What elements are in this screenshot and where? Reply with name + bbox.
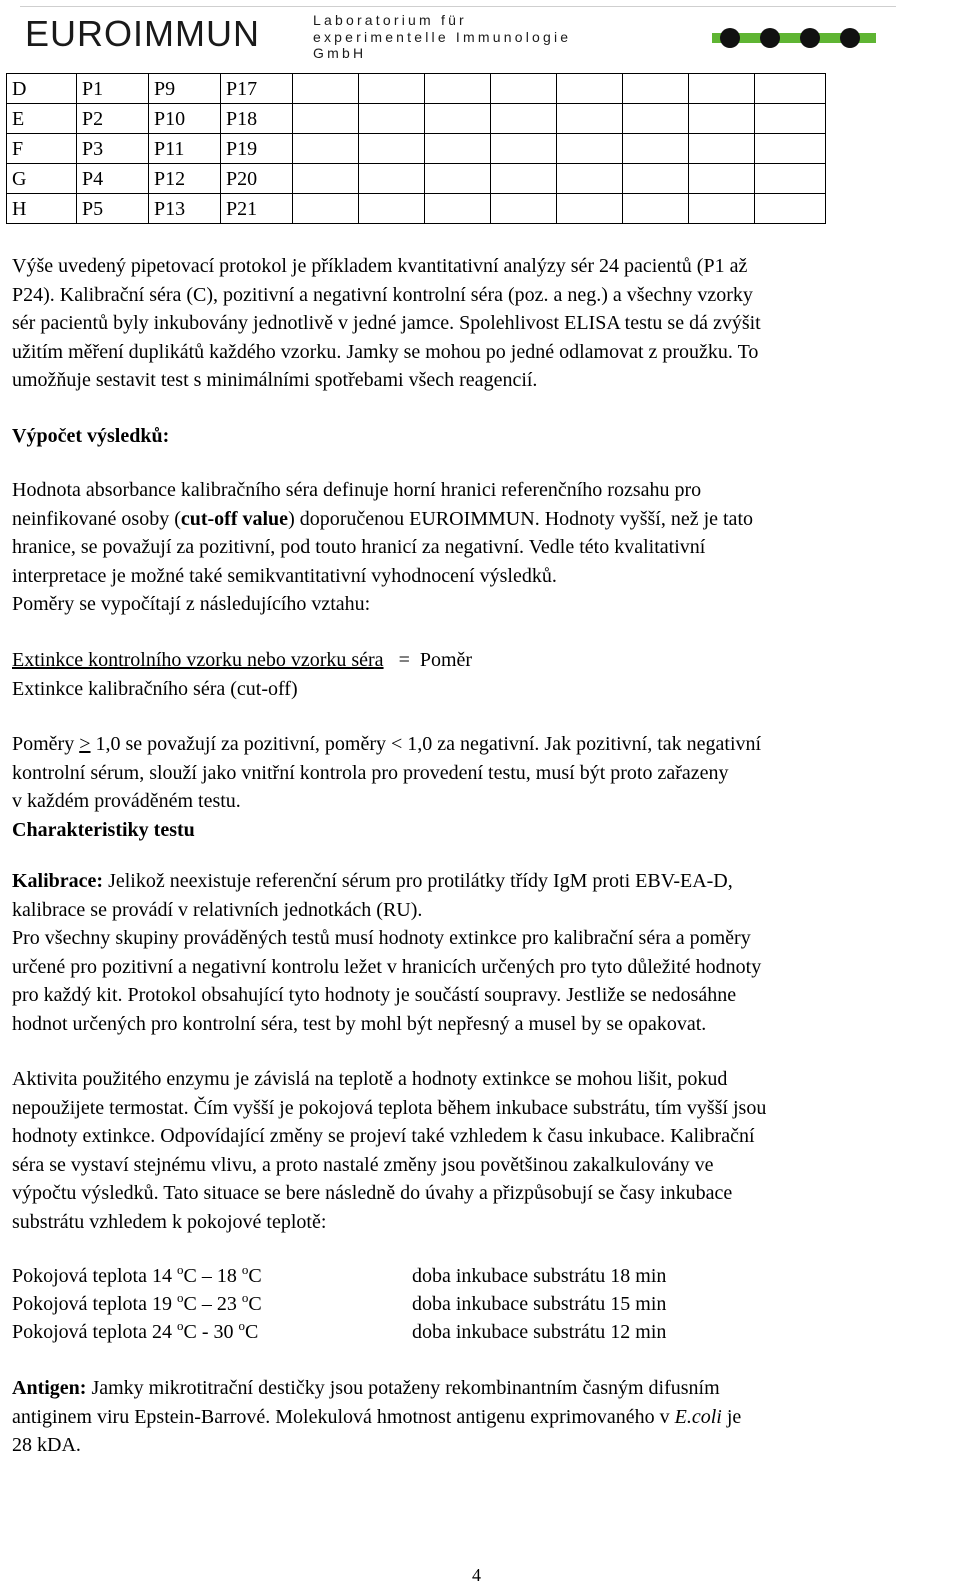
- formula-numerator: Extinkce kontrolního vzorku nebo vzorku séra: [12, 649, 384, 671]
- plate-cell-empty: [755, 194, 826, 224]
- ratio-paragraph: [12, 730, 952, 844]
- plate-cell-empty: [359, 74, 425, 104]
- plate-cell-empty: [689, 104, 755, 134]
- text-line: pro každý kit. Protokol obsahující tyto hodnoty je součástí soupravy. Jestliže se nedosáhne: [12, 984, 737, 1006]
- euroimmun-logo: EUROIMMUN: [25, 13, 260, 54]
- plate-cell-empty: [623, 74, 689, 104]
- plate-cell-empty: [425, 134, 491, 164]
- plate-cell-empty: [359, 194, 425, 224]
- characteristics-heading: Charakteristiky testu: [12, 818, 195, 841]
- brand-dots-logo: [712, 27, 876, 49]
- text-line: umožňuje sestavit test s minimálními spotřebami všech reagencií.: [12, 369, 538, 391]
- plate-cell-empty: [491, 194, 557, 224]
- plate-cell-empty: [557, 164, 623, 194]
- incubation-time: doba inkubace substrátu 12 min: [412, 1321, 667, 1343]
- formula-denominator: Extinkce kalibračního séra (cut-off): [12, 677, 298, 700]
- plate-cell: P19: [221, 134, 293, 164]
- text-line: užitím měření duplikátů každého vzorku. Jamky se mohou po jedné odlamovat z proužku. To: [12, 340, 759, 363]
- plate-row: [7, 194, 826, 224]
- plate-cell-empty: [293, 74, 359, 104]
- plate-cell-empty: [491, 104, 557, 134]
- temp-end: C: [248, 1293, 262, 1315]
- intro-paragraph: [12, 252, 952, 395]
- degree-sign: o: [176, 1262, 184, 1277]
- text-line: kontrolní sérum, slouží jako vnitřní kontrola pro provedení testu, musí být proto zařazeny: [12, 761, 729, 784]
- plate-cell-empty: [689, 194, 755, 224]
- calc-paragraph: [12, 476, 952, 619]
- plate-cell: P13: [149, 194, 221, 224]
- text-line: séra se vystaví stejnému vlivu, a proto nastalé změny jsou povětšinou zakalkulovány ve: [12, 1153, 714, 1176]
- plate-cell: H: [7, 194, 77, 224]
- pipetting-plate-table: [6, 73, 826, 224]
- text-span: neinfikované osoby (: [12, 507, 181, 530]
- plate-cell: P20: [221, 164, 293, 194]
- text-span: Jamky mikrotitrační destičky jsou potaženy rekombinantním časným difusním: [86, 1377, 720, 1399]
- temp-mid: C – 23: [183, 1293, 242, 1315]
- plate-cell-empty: [557, 74, 623, 104]
- temp-end: C: [244, 1321, 259, 1343]
- text-line: kalibrace se provádí v relativních jednotkách (RU).: [12, 898, 423, 921]
- plate-cell-empty: [755, 164, 826, 194]
- plate-cell-empty: [689, 74, 755, 104]
- text-line: P24). Kalibrační séra (C), pozitivní a negativní kontrolní séra (poz. a neg.) a všechny vzorky: [12, 283, 753, 306]
- temp-mid: C - 30: [183, 1321, 239, 1343]
- text-line: [12, 730, 952, 759]
- plate-cell-empty: [689, 164, 755, 194]
- plate-cell: P17: [221, 74, 293, 104]
- plate-cell: P21: [221, 194, 293, 224]
- temp-prefix: Pokojová teplota 19: [12, 1293, 177, 1315]
- plate-row: [7, 74, 826, 104]
- plate-cell-empty: [557, 194, 623, 224]
- text-line: v každém prováděném testu.: [12, 790, 241, 812]
- text-line: substrátu vzhledem k pokojové teplotě:: [12, 1210, 327, 1233]
- text-span: Poměry: [12, 733, 80, 755]
- text-line: Poměry se vypočítají z následujícího vztahu:: [12, 593, 371, 615]
- calibration-paragraph: [12, 867, 952, 1038]
- formula-equals: =: [398, 649, 410, 671]
- plate-cell-empty: [293, 104, 359, 134]
- plate-cell: P5: [77, 194, 149, 224]
- plate-cell: P1: [77, 74, 149, 104]
- cut-off-term: cut-off value: [180, 507, 289, 530]
- lab-name: [313, 12, 571, 62]
- plate-row: [7, 104, 826, 134]
- text-line: hodnoty extinkce. Odpovídající změny se projeví také vzhledem k času inkubace. Kalibrační: [12, 1125, 755, 1147]
- plate-cell-empty: [623, 194, 689, 224]
- plate-cell: P12: [149, 164, 221, 194]
- plate-cell-empty: [425, 74, 491, 104]
- text-line: [12, 1374, 952, 1403]
- text-line: určené pro pozitivní a negativní kontrolu ležet v hranicích určených pro tyto důležité hodnoty: [12, 955, 762, 978]
- plate-cell: E: [7, 104, 77, 134]
- text-span: 1,0 se považují za pozitivní, poměry < 1,0 za negativní. Jak pozitivní, tak negativní: [90, 733, 762, 755]
- plate-cell-empty: [359, 164, 425, 194]
- text-line: [12, 867, 952, 896]
- text-line: [12, 1403, 952, 1432]
- text-line: Pro všechny skupiny prováděných testů musí hodnoty extinkce pro kalibrační séra a poměry: [12, 927, 751, 949]
- text-span: antiginem viru Epstein-Barrové. Molekulová hmotnost antigenu exprimovaného v: [12, 1405, 675, 1428]
- plate-cell-empty: [425, 104, 491, 134]
- ecoli-term: E.coli: [674, 1405, 722, 1428]
- text-line: hodnot určených pro kontrolní séra, test by mohl být nepřesný a musel by se opakovat.: [12, 1012, 707, 1035]
- text-line: Hodnota absorbance kalibračního séra definuje horní hranici referenčního rozsahu pro: [12, 479, 702, 501]
- antigen-label: Antigen:: [12, 1377, 87, 1399]
- plate-row: [7, 134, 826, 164]
- plate-cell: P9: [149, 74, 221, 104]
- formula-result: Poměr: [419, 649, 473, 671]
- plate-cell-empty: [491, 164, 557, 194]
- plate-cell-empty: [425, 194, 491, 224]
- text-line: sér pacientů byly inkubovány jednotlivě v jedné jamce. Spolehlivost ELISA testu se dá zvýšit: [12, 312, 761, 334]
- lab-name-line: Laboratorium für: [313, 12, 467, 28]
- plate-cell-empty: [557, 134, 623, 164]
- temp-prefix: Pokojová teplota 14: [12, 1265, 177, 1287]
- brand-dot: [720, 28, 740, 48]
- plate-cell-empty: [755, 134, 826, 164]
- text-line: výpočtu výsledků. Tato situace se bere následně do úvahy a přizpůsobují se časy inkubace: [12, 1182, 733, 1204]
- text-span: ) doporučenou EUROIMMUN. Hodnoty vyšší, než je tato: [288, 507, 753, 530]
- temperature-row: [12, 1290, 667, 1319]
- degree-sign: o: [241, 1290, 249, 1305]
- text-line: Aktivita použitého enzymu je závislá na teplotě a hodnoty extinkce se mohou lišit, pokud: [12, 1068, 728, 1090]
- text-line: interpretace je možné také semikvantitativní vyhodnocení výsledků.: [12, 564, 557, 587]
- plate-row: [7, 164, 826, 194]
- plate-cell: P18: [221, 104, 293, 134]
- page-header: [0, 0, 960, 62]
- text-line: nepoužijete termostat. Čím vyšší je pokojová teplota během inkubace substrátu, tím vyšší jsou: [12, 1096, 767, 1119]
- plate-cell-empty: [491, 134, 557, 164]
- brand-dot: [840, 28, 860, 48]
- plate-cell-empty: [755, 74, 826, 104]
- temperature-row: [12, 1262, 667, 1291]
- text-span: je: [721, 1405, 742, 1428]
- plate-cell-empty: [557, 104, 623, 134]
- calibration-label: Kalibrace:: [12, 870, 104, 892]
- plate-cell: F: [7, 134, 77, 164]
- degree-sign: o: [176, 1318, 184, 1333]
- enzyme-paragraph: [12, 1065, 952, 1236]
- plate-cell-empty: [755, 104, 826, 134]
- ge-symbol: >: [79, 733, 91, 755]
- temp-end: C: [248, 1265, 262, 1287]
- temperature-row: [12, 1318, 667, 1347]
- plate-cell-empty: [689, 134, 755, 164]
- plate-cell: P2: [77, 104, 149, 134]
- page-number: 4: [472, 1565, 481, 1585]
- plate-cell-empty: [359, 134, 425, 164]
- text-line: hranice, se považují za pozitivní, pod touto hranicí za negativní. Vedle této kvalitativní: [12, 536, 706, 558]
- degree-sign: o: [238, 1318, 245, 1333]
- brand-dot: [760, 28, 780, 48]
- plate-cell: P11: [149, 134, 221, 164]
- plate-cell-empty: [359, 104, 425, 134]
- text-line: Výše uvedený pipetovací protokol je příkladem kvantitativní analýzy sér 24 pacientů (P1 až: [12, 255, 748, 277]
- degree-sign: o: [176, 1290, 184, 1305]
- calc-heading: Výpočet výsledků:: [12, 425, 170, 447]
- plate-cell-empty: [491, 74, 557, 104]
- plate-cell-empty: [623, 104, 689, 134]
- plate-cell-empty: [293, 164, 359, 194]
- brand-dot: [800, 28, 820, 48]
- plate-cell: G: [7, 164, 77, 194]
- degree-sign: o: [241, 1262, 249, 1277]
- lab-name-line: GmbH: [313, 45, 367, 61]
- plate-cell: P3: [77, 134, 149, 164]
- lab-name-line: experimentelle Immunologie: [313, 28, 572, 45]
- plate-cell-empty: [293, 194, 359, 224]
- text-line: 28 kDA.: [12, 1434, 81, 1456]
- plate-cell-empty: [623, 164, 689, 194]
- formula-numerator-line: [12, 646, 952, 675]
- text-line: [12, 505, 952, 534]
- plate-cell-empty: [623, 134, 689, 164]
- antigen-paragraph: [12, 1374, 952, 1460]
- temp-prefix: Pokojová teplota 24: [12, 1321, 177, 1343]
- plate-cell: D: [7, 74, 77, 104]
- plate-cell: P4: [77, 164, 149, 194]
- temp-mid: C – 18: [183, 1265, 242, 1287]
- ratio-formula: [12, 646, 952, 703]
- plate-cell-empty: [293, 134, 359, 164]
- incubation-time: doba inkubace substrátu 15 min: [412, 1293, 667, 1315]
- text-span: Jelikož neexistuje referenční sérum pro protilátky třídy IgM proti EBV-EA-D,: [103, 870, 733, 892]
- incubation-time: doba inkubace substrátu 18 min: [412, 1265, 667, 1287]
- plate-cell-empty: [425, 164, 491, 194]
- header-rule: [20, 6, 896, 7]
- plate-cell: P10: [149, 104, 221, 134]
